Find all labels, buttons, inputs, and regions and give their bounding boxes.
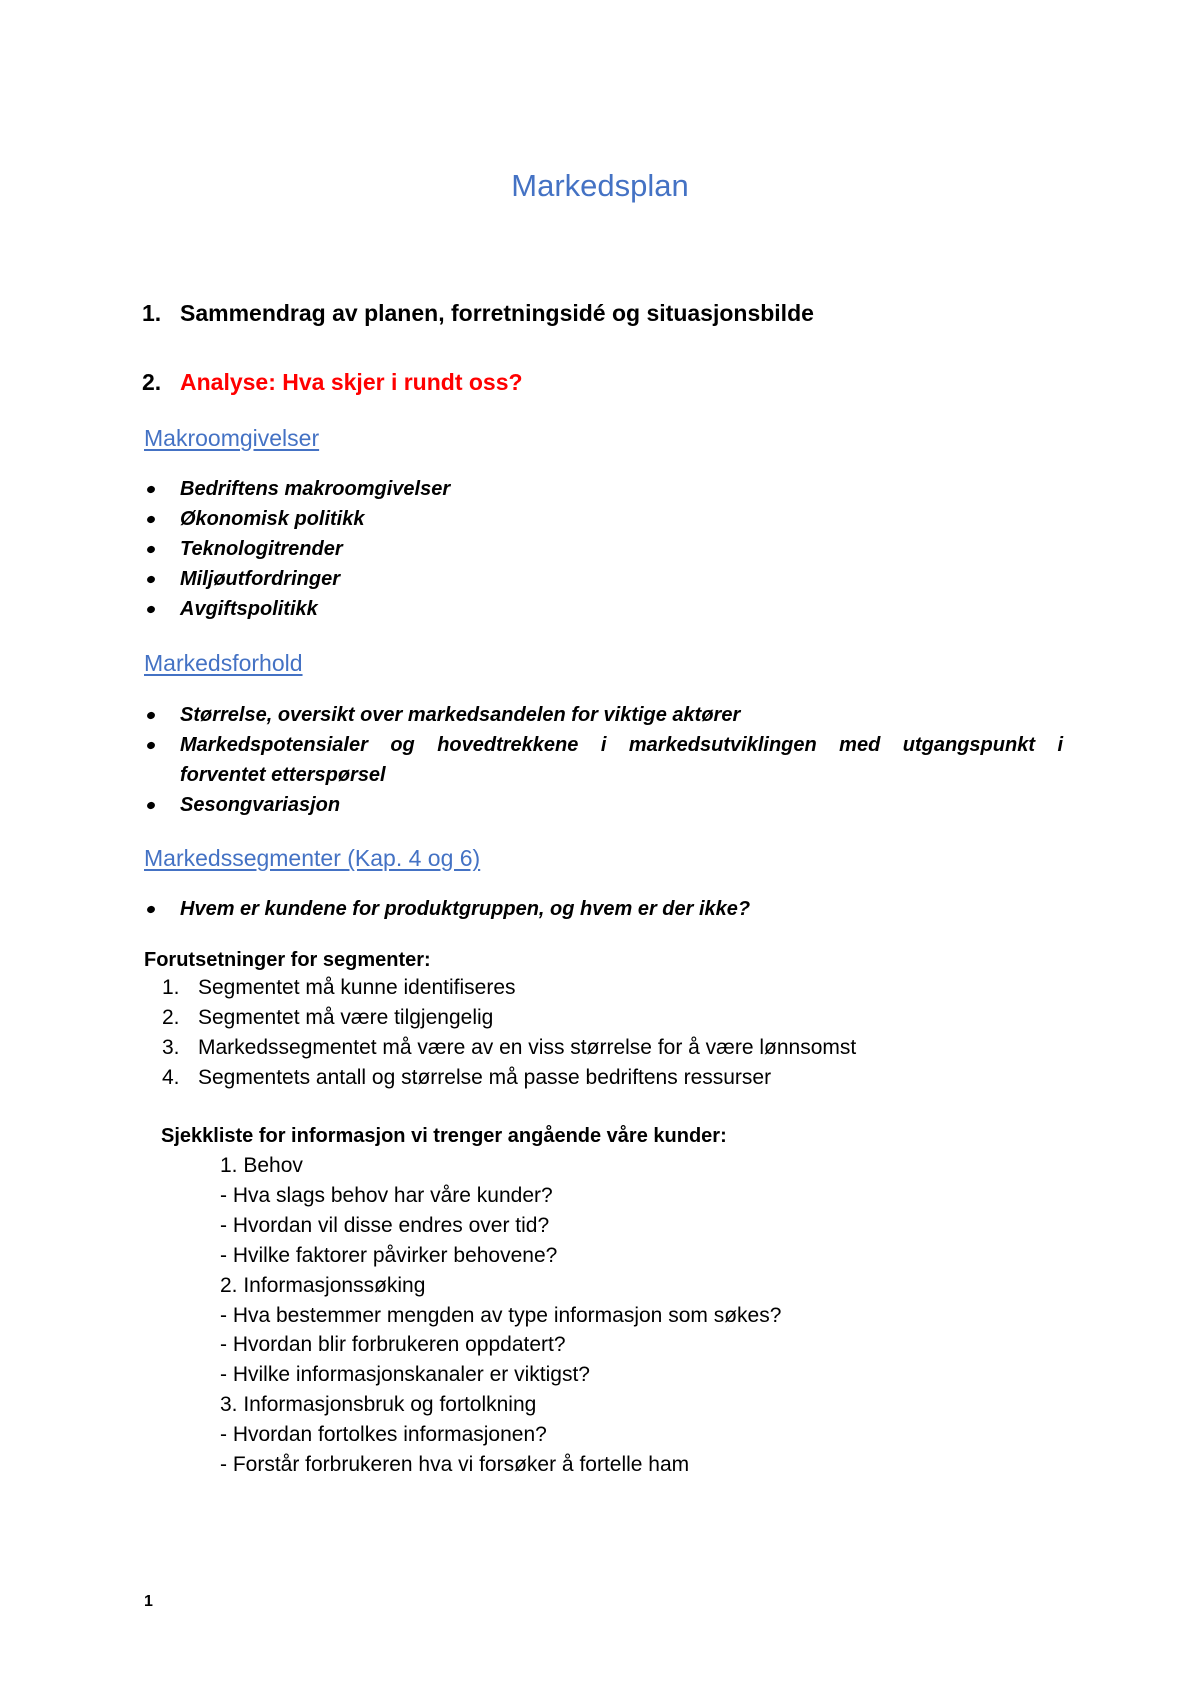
list-item: 2. Segmentet må være tilgjengelig (162, 1006, 494, 1029)
section-number: 2. (142, 369, 162, 395)
sjekkliste-label: Sjekkliste for informasjon vi trenger angående våre kunder: (161, 1125, 727, 1147)
list-item: - Hvordan blir forbrukeren oppdatert? (220, 1333, 566, 1357)
subheading-markedssegmenter: Markedssegmenter (Kap. 4 og 6) (144, 845, 481, 871)
makro-bullet-list (180, 474, 450, 624)
section-heading-analysis (142, 369, 523, 396)
list-item: Bedriftens makroomgivelser (180, 474, 450, 504)
bullet-icon (146, 515, 156, 524)
bullet-icon (146, 711, 156, 720)
forutsetninger-list (162, 973, 857, 1093)
bullet-icon (146, 741, 156, 750)
bullet-icon (146, 545, 156, 554)
list-item: - Hvordan fortolkes informasjonen? (220, 1423, 547, 1447)
list-item: 3. Markedssegmentet må være av en viss størrelse for å være lønnsomst (162, 1036, 857, 1059)
list-item: Teknologitrender (180, 534, 450, 564)
bullet-icon (146, 905, 156, 914)
list-item-continuation: forventet etterspørsel (180, 764, 386, 786)
list-item: Sesongvariasjon (180, 790, 1063, 820)
list-item: - Hva bestemmer mengden av type informasjon som søkes? (220, 1303, 782, 1327)
list-item: Markedspotensialer og hovedtrekkene i markedsutviklingen med utgangspunkt i (180, 730, 1063, 760)
page-number: 1 (144, 1593, 153, 1610)
document-title: Markedsplan (511, 168, 689, 203)
section-text: Sammendrag av planen, forretningsidé og situasjonsbilde (180, 300, 814, 326)
subheading-makroomgivelser: Makroomgivelser (144, 425, 320, 451)
list-item: 3. Informasjonsbruk og fortolkning (220, 1393, 537, 1417)
list-item: Økonomisk politikk (180, 504, 450, 534)
bullet-icon (146, 485, 156, 494)
section-heading-summary (142, 300, 814, 327)
bullet-icon (146, 605, 156, 614)
list-item: Størrelse, oversikt over markedsandelen for viktige aktører (180, 700, 1063, 730)
sjekkliste-list (220, 1151, 781, 1480)
forutsetninger-label: Forutsetninger for segmenter: (144, 949, 431, 971)
list-item: Miljøutfordringer (180, 564, 450, 594)
list-item: 1. Behov (220, 1154, 303, 1177)
list-item: - Hvilke faktorer påvirker behovene? (220, 1243, 558, 1267)
list-item: - Hvordan vil disse endres over tid? (220, 1213, 550, 1237)
list-item: - Hva slags behov har våre kunder? (220, 1183, 553, 1207)
list-item: 2. Informasjonssøking (220, 1273, 426, 1297)
list-item: - Hvilke informasjonskanaler er viktigst? (220, 1363, 590, 1387)
segmenter-bullet-list (180, 894, 750, 924)
section-number: 1. (142, 300, 162, 326)
list-item: - Forstår forbrukeren hva vi forsøker å fortelle ham (220, 1453, 690, 1477)
bullet-icon (146, 801, 156, 810)
list-item: Avgiftspolitikk (180, 594, 450, 624)
list-item: 4. Segmentets antall og størrelse må passe bedriftens ressurser (162, 1066, 772, 1089)
bullet-icon (146, 575, 156, 584)
markedsforhold-bullet-list (180, 700, 1063, 820)
list-item: Hvem er kundene for produktgruppen, og hvem er der ikke? (180, 894, 750, 924)
list-item: 1. Segmentet må kunne identifiseres (162, 976, 516, 999)
subheading-markedsforhold: Markedsforhold (144, 650, 303, 676)
section-text: Analyse: Hva skjer i rundt oss? (180, 369, 523, 395)
